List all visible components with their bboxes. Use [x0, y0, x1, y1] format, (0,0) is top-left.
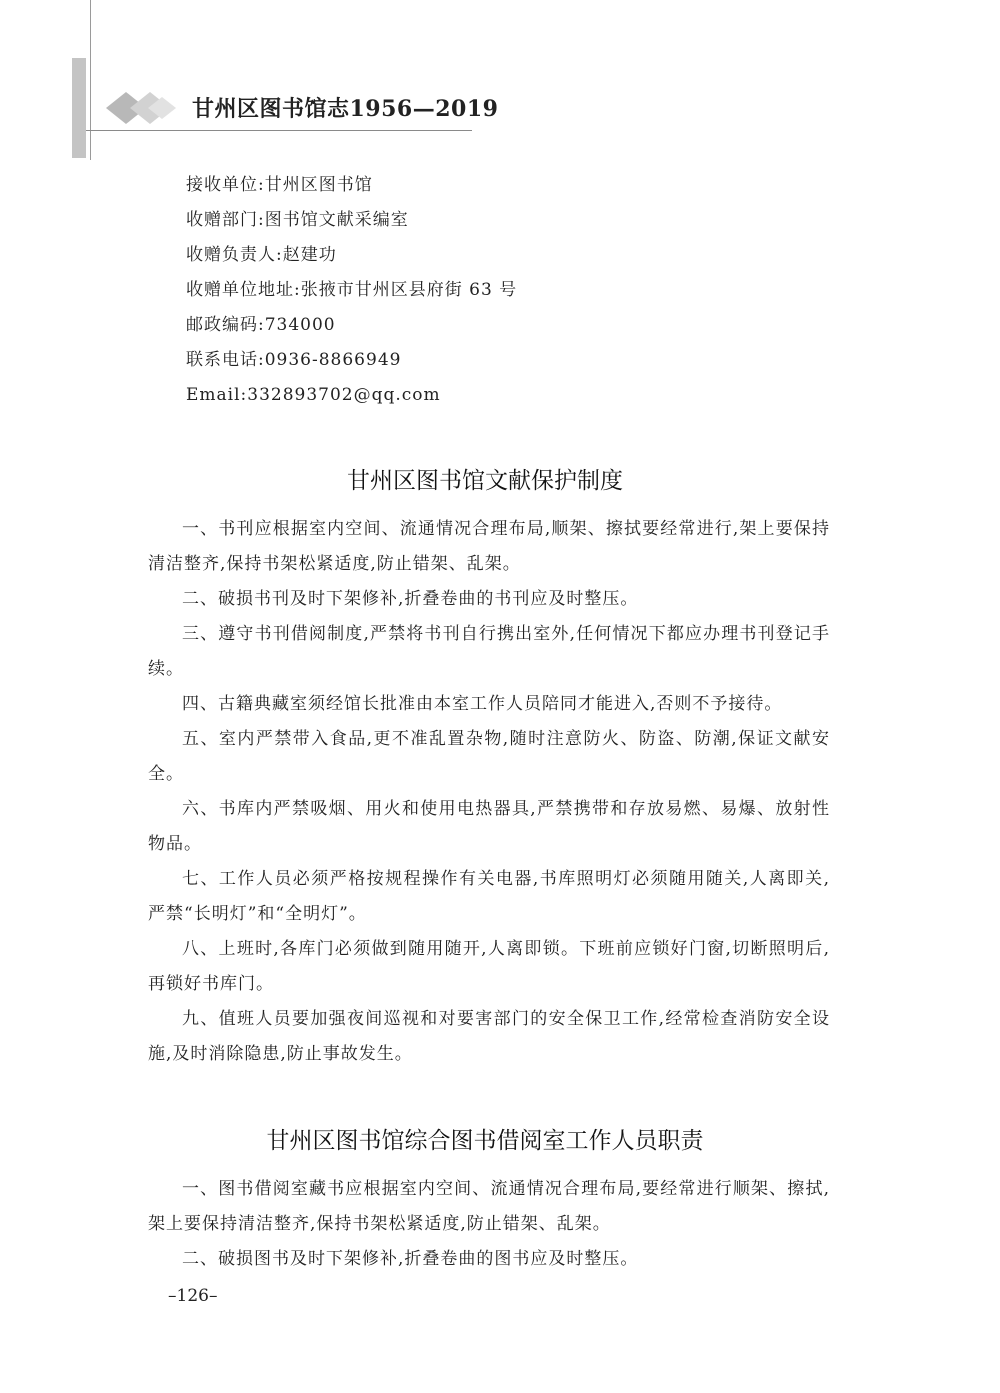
paragraph: 五、室内严禁带入食品,更不准乱置杂物,随时注意防火、防盗、防潮,保证文献安全。 [148, 729, 830, 784]
header-vertical-rule [90, 0, 91, 160]
info-line-address: 收赠单位地址:张掖市甘州区县府街 63 号 [186, 280, 518, 300]
paragraph: 一、书刊应根据室内空间、流通情况合理布局,顺架、擦拭要经常进行,架上要保持清洁整齐,保持书架松紧适度,防止错架、乱架。 [148, 519, 830, 574]
paragraph: 八、上班时,各库门必须做到随用随开,人离即锁。下班前应锁好门窗,切断照明后,再锁好书库门。 [148, 939, 830, 994]
running-head-title: 甘州区图书馆志1956—2019 [192, 96, 499, 122]
page-number: –126– [168, 1286, 218, 1306]
paragraph: 四、古籍典藏室须经馆长批准由本室工作人员陪同才能进入,否则不予接待。 [182, 694, 783, 714]
paragraph: 二、破损图书及时下架修补,折叠卷曲的图书应及时整压。 [182, 1249, 639, 1269]
paragraph: 九、值班人员要加强夜间巡视和对要害部门的安全保卫工作,经常检查消防安全设施,及时消除隐患,防止事故发生。 [148, 1009, 830, 1064]
info-line-postcode: 邮政编码:734000 [186, 315, 336, 335]
info-line-department: 收赠部门:图书馆文献采编室 [186, 210, 409, 230]
section-title-protection: 甘州区图书馆文献保护制度 [347, 468, 623, 494]
header-diamond-icon [104, 88, 184, 128]
paragraph: 七、工作人员必须严格按规程操作有关电器,书库照明灯必须随用随关,人离即关,严禁“长明灯”和“全明灯”。 [148, 869, 830, 924]
info-line-phone: 联系电话:0936-8866949 [186, 350, 402, 370]
recipient-info-block [186, 168, 826, 413]
paragraph: 六、书库内严禁吸烟、用火和使用电热器具,严禁携带和存放易燃、易爆、放射性物品。 [148, 799, 830, 854]
section-body-duties [148, 1172, 830, 1277]
info-line-person: 收赠负责人:赵建功 [186, 245, 337, 265]
paragraph: 二、破损书刊及时下架修补,折叠卷曲的书刊应及时整压。 [182, 589, 639, 609]
info-line-receiver: 接收单位:甘州区图书馆 [186, 175, 373, 195]
paragraph: 三、遵守书刊借阅制度,严禁将书刊自行携出室外,任何情况下都应办理书刊登记手续。 [148, 624, 830, 679]
header-gray-bar [72, 58, 86, 158]
section-title-duties: 甘州区图书馆综合图书借阅室工作人员职责 [266, 1128, 704, 1154]
header-horizontal-rule [86, 130, 472, 131]
info-line-email: Email:332893702@qq.com [186, 385, 441, 405]
paragraph: 一、图书借阅室藏书应根据室内空间、流通情况合理布局,要经常进行顺架、擦拭,架上要保持清洁整齐,保持书架松紧适度,防止错架、乱架。 [148, 1179, 830, 1234]
section-body-protection [148, 512, 830, 1072]
